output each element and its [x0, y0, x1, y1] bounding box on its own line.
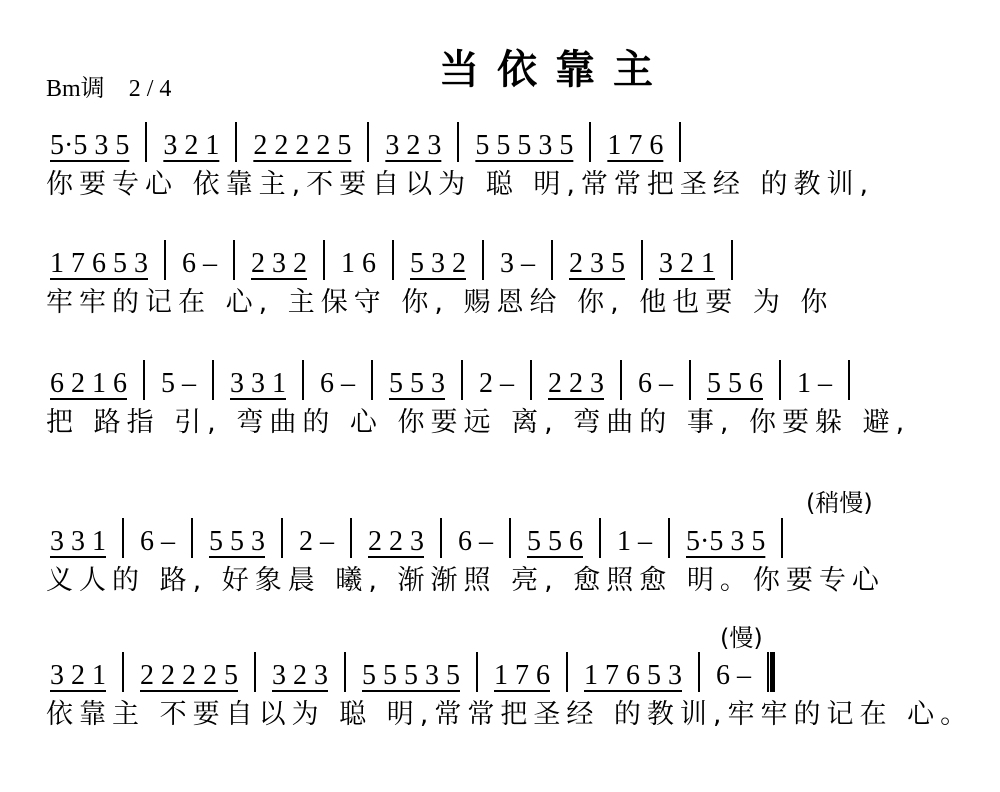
bar-line	[689, 360, 691, 400]
measure: 3 –	[500, 248, 535, 279]
tempo-marking-slow: (慢)	[720, 624, 763, 652]
bar-line	[350, 518, 352, 558]
measure: 3 3 1	[230, 368, 286, 399]
measure: 5 5 3	[389, 368, 445, 399]
measure: 3 2 1	[163, 130, 220, 161]
measure: 1 7 6	[494, 660, 550, 691]
lyrics-line-2: 牢牢的记在 心, 主保守 你, 赐恩给 你, 他也要 为 你	[46, 287, 834, 318]
measure: 3 2 3	[272, 660, 328, 691]
bar-line	[122, 518, 124, 558]
measure: 2 2 3	[368, 526, 424, 557]
measure: 3 2 1	[659, 248, 715, 279]
bar-line	[679, 122, 681, 162]
measure: 5 5 3	[209, 526, 265, 557]
bar-line	[302, 360, 304, 400]
song-title: 当依靠主	[439, 47, 671, 93]
measure: 2 –	[299, 526, 334, 557]
bar-line	[482, 240, 484, 280]
measure: 5 5 5 3 5	[362, 660, 460, 691]
score-system-5	[40, 638, 974, 732]
bar-line	[599, 518, 601, 558]
bar-line	[509, 518, 511, 558]
measure: 2 3 5	[569, 248, 625, 279]
measure: 2 2 3	[548, 368, 604, 399]
bar-line	[323, 240, 325, 280]
measure: 3 2 3	[385, 130, 442, 161]
score-system-1	[40, 108, 970, 202]
measure: 1 7 6	[607, 130, 664, 161]
measure: 1 6	[341, 248, 376, 279]
bar-line	[164, 240, 166, 280]
measure: 3 3 1	[50, 526, 106, 557]
score-system-3	[40, 346, 970, 440]
measure: 6 2 1 6	[50, 368, 127, 399]
bar-line	[143, 360, 145, 400]
measure: 6 –	[638, 368, 673, 399]
notation-line-5	[40, 638, 970, 692]
measure: 5 –	[161, 368, 196, 399]
measure: 6 –	[320, 368, 355, 399]
bar-line	[620, 360, 622, 400]
bar-line	[848, 360, 850, 400]
bar-line	[698, 652, 700, 692]
bar-line	[589, 122, 591, 162]
measure: 5·5 3 5	[50, 130, 130, 161]
bar-line	[212, 360, 214, 400]
measure: 1 –	[797, 368, 832, 399]
measure: 6 –	[458, 526, 493, 557]
bar-line	[530, 360, 532, 400]
measure: 5 5 6	[527, 526, 583, 557]
bar-line	[233, 240, 235, 280]
bar-line	[122, 652, 124, 692]
key-and-time-signature	[46, 68, 171, 103]
measure: 3 2 1	[50, 660, 106, 691]
measure: 1 –	[617, 526, 652, 557]
measure: 1 7 6 5 3	[584, 660, 682, 691]
bar-line	[641, 240, 643, 280]
score-system-4	[40, 504, 970, 598]
lyrics-line-4: 义人的 路, 好象晨 曦, 渐渐照 亮, 愈照愈 明。你要专心	[46, 565, 885, 596]
measure: 6 –	[140, 526, 175, 557]
bar-line	[566, 652, 568, 692]
bar-line	[281, 518, 283, 558]
bar-line	[367, 122, 369, 162]
bar-line	[145, 122, 147, 162]
measure: 6 –	[182, 248, 217, 279]
measure: 5 5 5 3 5	[475, 130, 574, 161]
bar-line	[440, 518, 442, 558]
key-signature: Bm调	[46, 76, 105, 102]
notation-line-2	[40, 226, 970, 280]
notation-line-4	[40, 504, 970, 558]
measure: 2 2 2 2 5	[253, 130, 352, 161]
bar-line	[344, 652, 346, 692]
bar-line	[668, 518, 670, 558]
bar-line	[551, 240, 553, 280]
bar-line	[731, 240, 733, 280]
measure: 6 –	[716, 660, 751, 691]
final-bar-line	[767, 652, 775, 692]
measure: 2 –	[479, 368, 514, 399]
bar-line	[781, 518, 783, 558]
bar-line	[371, 360, 373, 400]
bar-line	[779, 360, 781, 400]
lyrics-line-3: 把 路指 引, 弯曲的 心 你要远 离, 弯曲的 事, 你要躲 避,	[46, 407, 911, 438]
measure: 2 2 2 2 5	[140, 660, 238, 691]
time-signature: 2 / 4	[128, 76, 172, 102]
lyrics-line-5: 依靠主 不要自以为 聪 明,常常把圣经 的教训,牢牢的记在 心。	[46, 699, 974, 730]
bar-line	[254, 652, 256, 692]
measure: 5 5 6	[707, 368, 763, 399]
bar-line	[235, 122, 237, 162]
measure: 1 7 6 5 3	[50, 248, 148, 279]
measure: 5 3 2	[410, 248, 466, 279]
bar-line	[392, 240, 394, 280]
bar-line	[457, 122, 459, 162]
notation-line-1	[40, 108, 970, 162]
bar-line	[191, 518, 193, 558]
measure: 5·5 3 5	[686, 526, 766, 557]
bar-line	[461, 360, 463, 400]
lyrics-line-1: 你要专心 依靠主,不要自以为 聪 明,常常把圣经 的教训,	[46, 169, 875, 200]
score-system-2	[40, 226, 970, 320]
tempo-marking-slightly-slow: (稍慢)	[806, 489, 873, 517]
notation-line-3	[40, 346, 970, 400]
measure: 2 3 2	[251, 248, 307, 279]
bar-line	[476, 652, 478, 692]
